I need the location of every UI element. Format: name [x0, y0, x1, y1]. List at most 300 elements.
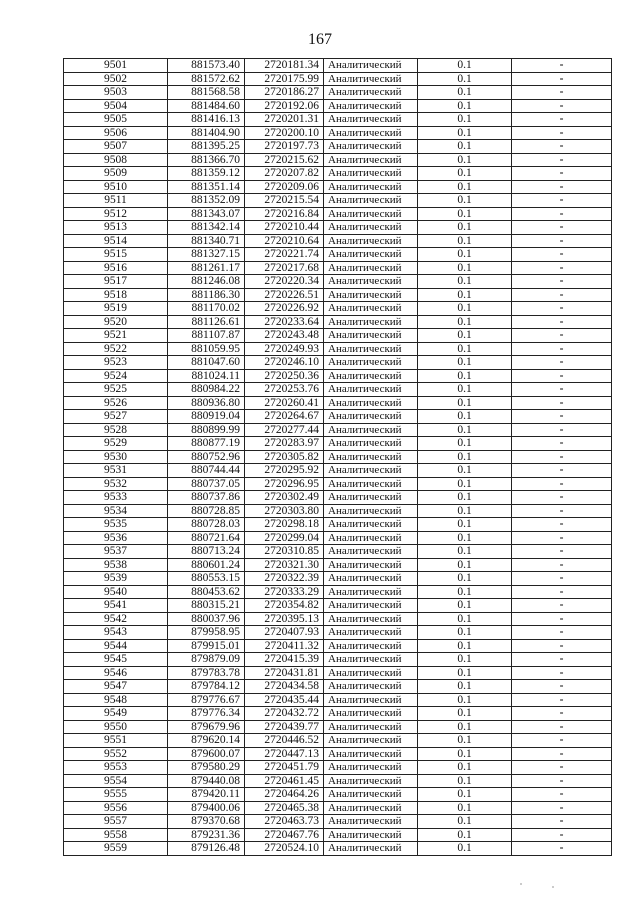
accuracy-cell: 0.1 [418, 275, 512, 289]
x-coordinate-cell: 880713.24 [168, 545, 245, 559]
accuracy-cell: 0.1 [418, 288, 512, 302]
y-coordinate-cell: 2720221.74 [245, 248, 324, 262]
y-coordinate-cell: 2720243.48 [245, 329, 324, 343]
accuracy-cell: 0.1 [418, 234, 512, 248]
table-row [64, 842, 612, 856]
point-number-cell: 9506 [64, 126, 168, 140]
y-coordinate-cell: 2720432.72 [245, 707, 324, 721]
point-number-cell: 9557 [64, 815, 168, 829]
x-coordinate-cell: 879400.06 [168, 801, 245, 815]
method-cell: Аналитический [324, 653, 418, 667]
x-coordinate-cell: 881107.87 [168, 329, 245, 343]
x-coordinate-cell: 880984.22 [168, 383, 245, 397]
x-coordinate-cell: 881404.90 [168, 126, 245, 140]
method-cell: Аналитический [324, 572, 418, 586]
y-coordinate-cell: 2720226.92 [245, 302, 324, 316]
y-coordinate-cell: 2720233.64 [245, 315, 324, 329]
method-cell: Аналитический [324, 531, 418, 545]
y-coordinate-cell: 2720439.77 [245, 720, 324, 734]
x-coordinate-cell: 881261.17 [168, 261, 245, 275]
y-coordinate-cell: 2720305.82 [245, 450, 324, 464]
accuracy-cell: 0.1 [418, 842, 512, 856]
table-row [64, 680, 612, 694]
note-cell: - [512, 734, 612, 748]
note-cell: - [512, 477, 612, 491]
method-cell: Аналитический [324, 518, 418, 532]
accuracy-cell: 0.1 [418, 707, 512, 721]
method-cell: Аналитический [324, 734, 418, 748]
point-number-cell: 9548 [64, 693, 168, 707]
note-cell: - [512, 437, 612, 451]
point-number-cell: 9514 [64, 234, 168, 248]
x-coordinate-cell: 880453.62 [168, 585, 245, 599]
x-coordinate-cell: 881246.08 [168, 275, 245, 289]
point-number-cell: 9510 [64, 180, 168, 194]
accuracy-cell: 0.1 [418, 531, 512, 545]
method-cell: Аналитический [324, 464, 418, 478]
y-coordinate-cell: 2720253.76 [245, 383, 324, 397]
table-row [64, 59, 612, 73]
note-cell: - [512, 693, 612, 707]
note-cell: - [512, 59, 612, 73]
note-cell: - [512, 828, 612, 842]
x-coordinate-cell: 880744.44 [168, 464, 245, 478]
x-coordinate-cell: 881351.14 [168, 180, 245, 194]
point-number-cell: 9517 [64, 275, 168, 289]
x-coordinate-cell: 879879.09 [168, 653, 245, 667]
table-row [64, 72, 612, 86]
accuracy-cell: 0.1 [418, 113, 512, 127]
method-cell: Аналитический [324, 707, 418, 721]
x-coordinate-cell: 879370.68 [168, 815, 245, 829]
accuracy-cell: 0.1 [418, 356, 512, 370]
method-cell: Аналитический [324, 410, 418, 424]
note-cell: - [512, 369, 612, 383]
x-coordinate-cell: 880728.03 [168, 518, 245, 532]
table-row [64, 612, 612, 626]
y-coordinate-cell: 2720216.84 [245, 207, 324, 221]
method-cell: Аналитический [324, 126, 418, 140]
y-coordinate-cell: 2720210.44 [245, 221, 324, 235]
accuracy-cell: 0.1 [418, 477, 512, 491]
point-number-cell: 9555 [64, 788, 168, 802]
table-row [64, 491, 612, 505]
x-coordinate-cell: 881572.62 [168, 72, 245, 86]
table-row [64, 99, 612, 113]
note-cell: - [512, 126, 612, 140]
note-cell: - [512, 396, 612, 410]
accuracy-cell: 0.1 [418, 140, 512, 154]
note-cell: - [512, 410, 612, 424]
table-row [64, 828, 612, 842]
method-cell: Аналитический [324, 612, 418, 626]
accuracy-cell: 0.1 [418, 302, 512, 316]
point-number-cell: 9541 [64, 599, 168, 613]
accuracy-cell: 0.1 [418, 572, 512, 586]
table-row [64, 815, 612, 829]
point-number-cell: 9502 [64, 72, 168, 86]
table-row [64, 180, 612, 194]
x-coordinate-cell: 880728.85 [168, 504, 245, 518]
x-coordinate-cell: 881484.60 [168, 99, 245, 113]
x-coordinate-cell: 881059.95 [168, 342, 245, 356]
x-coordinate-cell: 881352.09 [168, 194, 245, 208]
accuracy-cell: 0.1 [418, 126, 512, 140]
x-coordinate-cell: 881342.14 [168, 221, 245, 235]
method-cell: Аналитический [324, 207, 418, 221]
x-coordinate-cell: 879783.78 [168, 666, 245, 680]
x-coordinate-cell: 880553.15 [168, 572, 245, 586]
method-cell: Аналитический [324, 423, 418, 437]
y-coordinate-cell: 2720524.10 [245, 842, 324, 856]
method-cell: Аналитический [324, 666, 418, 680]
point-number-cell: 9507 [64, 140, 168, 154]
x-coordinate-cell: 880936.80 [168, 396, 245, 410]
x-coordinate-cell: 879600.07 [168, 747, 245, 761]
method-cell: Аналитический [324, 801, 418, 815]
accuracy-cell: 0.1 [418, 383, 512, 397]
method-cell: Аналитический [324, 842, 418, 856]
x-coordinate-cell: 880737.05 [168, 477, 245, 491]
accuracy-cell: 0.1 [418, 801, 512, 815]
note-cell: - [512, 315, 612, 329]
note-cell: - [512, 464, 612, 478]
point-number-cell: 9530 [64, 450, 168, 464]
accuracy-cell: 0.1 [418, 207, 512, 221]
note-cell: - [512, 302, 612, 316]
table-row [64, 558, 612, 572]
accuracy-cell: 0.1 [418, 774, 512, 788]
table-row [64, 720, 612, 734]
note-cell: - [512, 531, 612, 545]
x-coordinate-cell: 881024.11 [168, 369, 245, 383]
x-coordinate-cell: 880601.24 [168, 558, 245, 572]
table-row [64, 315, 612, 329]
scan-speck [552, 886, 554, 888]
y-coordinate-cell: 2720210.64 [245, 234, 324, 248]
accuracy-cell: 0.1 [418, 464, 512, 478]
point-number-cell: 9519 [64, 302, 168, 316]
table-row [64, 653, 612, 667]
accuracy-cell: 0.1 [418, 720, 512, 734]
page-number: 167 [308, 31, 332, 48]
accuracy-cell: 0.1 [418, 194, 512, 208]
point-number-cell: 9516 [64, 261, 168, 275]
method-cell: Аналитический [324, 72, 418, 86]
accuracy-cell: 0.1 [418, 639, 512, 653]
accuracy-cell: 0.1 [418, 99, 512, 113]
point-number-cell: 9539 [64, 572, 168, 586]
accuracy-cell: 0.1 [418, 828, 512, 842]
point-number-cell: 9558 [64, 828, 168, 842]
point-number-cell: 9512 [64, 207, 168, 221]
y-coordinate-cell: 2720220.34 [245, 275, 324, 289]
y-coordinate-cell: 2720226.51 [245, 288, 324, 302]
note-cell: - [512, 666, 612, 680]
method-cell: Аналитический [324, 342, 418, 356]
note-cell: - [512, 639, 612, 653]
method-cell: Аналитический [324, 477, 418, 491]
table-row [64, 342, 612, 356]
accuracy-cell: 0.1 [418, 72, 512, 86]
y-coordinate-cell: 2720181.34 [245, 59, 324, 73]
method-cell: Аналитический [324, 194, 418, 208]
accuracy-cell: 0.1 [418, 437, 512, 451]
y-coordinate-cell: 2720435.44 [245, 693, 324, 707]
point-number-cell: 9553 [64, 761, 168, 775]
table-row [64, 86, 612, 100]
point-number-cell: 9504 [64, 99, 168, 113]
y-coordinate-cell: 2720207.82 [245, 167, 324, 181]
x-coordinate-cell: 880315.21 [168, 599, 245, 613]
x-coordinate-cell: 879126.48 [168, 842, 245, 856]
accuracy-cell: 0.1 [418, 585, 512, 599]
accuracy-cell: 0.1 [418, 761, 512, 775]
point-number-cell: 9527 [64, 410, 168, 424]
y-coordinate-cell: 2720303.80 [245, 504, 324, 518]
coordinates-table [63, 58, 612, 856]
table-row [64, 518, 612, 532]
x-coordinate-cell: 881416.13 [168, 113, 245, 127]
method-cell: Аналитический [324, 221, 418, 235]
method-cell: Аналитический [324, 99, 418, 113]
x-coordinate-cell: 879915.01 [168, 639, 245, 653]
y-coordinate-cell: 2720321.30 [245, 558, 324, 572]
table-row [64, 261, 612, 275]
x-coordinate-cell: 880752.96 [168, 450, 245, 464]
point-number-cell: 9505 [64, 113, 168, 127]
point-number-cell: 9550 [64, 720, 168, 734]
method-cell: Аналитический [324, 86, 418, 100]
y-coordinate-cell: 2720447.13 [245, 747, 324, 761]
note-cell: - [512, 248, 612, 262]
x-coordinate-cell: 879776.34 [168, 707, 245, 721]
method-cell: Аналитический [324, 774, 418, 788]
note-cell: - [512, 234, 612, 248]
method-cell: Аналитический [324, 680, 418, 694]
y-coordinate-cell: 2720461.45 [245, 774, 324, 788]
method-cell: Аналитический [324, 140, 418, 154]
table-row [64, 356, 612, 370]
x-coordinate-cell: 881186.30 [168, 288, 245, 302]
x-coordinate-cell: 879958.95 [168, 626, 245, 640]
table-row [64, 396, 612, 410]
accuracy-cell: 0.1 [418, 248, 512, 262]
y-coordinate-cell: 2720186.27 [245, 86, 324, 100]
note-cell: - [512, 815, 612, 829]
note-cell: - [512, 207, 612, 221]
x-coordinate-cell: 881395.25 [168, 140, 245, 154]
point-number-cell: 9549 [64, 707, 168, 721]
accuracy-cell: 0.1 [418, 491, 512, 505]
table-row [64, 410, 612, 424]
point-number-cell: 9503 [64, 86, 168, 100]
table-body [64, 59, 612, 856]
method-cell: Аналитический [324, 167, 418, 181]
note-cell: - [512, 545, 612, 559]
accuracy-cell: 0.1 [418, 261, 512, 275]
accuracy-cell: 0.1 [418, 221, 512, 235]
y-coordinate-cell: 2720209.06 [245, 180, 324, 194]
table-row [64, 504, 612, 518]
y-coordinate-cell: 2720333.29 [245, 585, 324, 599]
accuracy-cell: 0.1 [418, 369, 512, 383]
accuracy-cell: 0.1 [418, 666, 512, 680]
note-cell: - [512, 194, 612, 208]
method-cell: Аналитический [324, 383, 418, 397]
y-coordinate-cell: 2720299.04 [245, 531, 324, 545]
method-cell: Аналитический [324, 828, 418, 842]
table-row [64, 707, 612, 721]
y-coordinate-cell: 2720277.44 [245, 423, 324, 437]
table-row [64, 194, 612, 208]
y-coordinate-cell: 2720298.18 [245, 518, 324, 532]
point-number-cell: 9552 [64, 747, 168, 761]
method-cell: Аналитический [324, 815, 418, 829]
y-coordinate-cell: 2720446.52 [245, 734, 324, 748]
y-coordinate-cell: 2720215.62 [245, 153, 324, 167]
table-row [64, 423, 612, 437]
table-row [64, 248, 612, 262]
method-cell: Аналитический [324, 545, 418, 559]
y-coordinate-cell: 2720200.10 [245, 126, 324, 140]
point-number-cell: 9525 [64, 383, 168, 397]
accuracy-cell: 0.1 [418, 518, 512, 532]
note-cell: - [512, 450, 612, 464]
x-coordinate-cell: 881343.07 [168, 207, 245, 221]
y-coordinate-cell: 2720250.36 [245, 369, 324, 383]
accuracy-cell: 0.1 [418, 545, 512, 559]
method-cell: Аналитический [324, 113, 418, 127]
x-coordinate-cell: 879440.08 [168, 774, 245, 788]
point-number-cell: 9544 [64, 639, 168, 653]
note-cell: - [512, 342, 612, 356]
table-row [64, 383, 612, 397]
note-cell: - [512, 167, 612, 181]
method-cell: Аналитический [324, 504, 418, 518]
method-cell: Аналитический [324, 302, 418, 316]
note-cell: - [512, 288, 612, 302]
note-cell: - [512, 572, 612, 586]
accuracy-cell: 0.1 [418, 396, 512, 410]
method-cell: Аналитический [324, 599, 418, 613]
note-cell: - [512, 140, 612, 154]
note-cell: - [512, 356, 612, 370]
point-number-cell: 9501 [64, 59, 168, 73]
accuracy-cell: 0.1 [418, 450, 512, 464]
method-cell: Аналитический [324, 693, 418, 707]
x-coordinate-cell: 879776.67 [168, 693, 245, 707]
y-coordinate-cell: 2720395.13 [245, 612, 324, 626]
note-cell: - [512, 599, 612, 613]
point-number-cell: 9546 [64, 666, 168, 680]
note-cell: - [512, 653, 612, 667]
table-row [64, 572, 612, 586]
accuracy-cell: 0.1 [418, 59, 512, 73]
y-coordinate-cell: 2720175.99 [245, 72, 324, 86]
table-row [64, 585, 612, 599]
point-number-cell: 9526 [64, 396, 168, 410]
table-row [64, 545, 612, 559]
table-row [64, 126, 612, 140]
method-cell: Аналитический [324, 356, 418, 370]
point-number-cell: 9559 [64, 842, 168, 856]
table-row [64, 761, 612, 775]
point-number-cell: 9522 [64, 342, 168, 356]
x-coordinate-cell: 880737.86 [168, 491, 245, 505]
table-row [64, 734, 612, 748]
y-coordinate-cell: 2720467.76 [245, 828, 324, 842]
y-coordinate-cell: 2720451.79 [245, 761, 324, 775]
x-coordinate-cell: 880899.99 [168, 423, 245, 437]
point-number-cell: 9536 [64, 531, 168, 545]
x-coordinate-cell: 881126.61 [168, 315, 245, 329]
point-number-cell: 9528 [64, 423, 168, 437]
note-cell: - [512, 761, 612, 775]
table-row [64, 167, 612, 181]
accuracy-cell: 0.1 [418, 626, 512, 640]
y-coordinate-cell: 2720322.39 [245, 572, 324, 586]
y-coordinate-cell: 2720217.68 [245, 261, 324, 275]
point-number-cell: 9529 [64, 437, 168, 451]
x-coordinate-cell: 881327.15 [168, 248, 245, 262]
accuracy-cell: 0.1 [418, 504, 512, 518]
table-row [64, 599, 612, 613]
x-coordinate-cell: 879231.36 [168, 828, 245, 842]
x-coordinate-cell: 881170.02 [168, 302, 245, 316]
method-cell: Аналитический [324, 747, 418, 761]
note-cell: - [512, 558, 612, 572]
method-cell: Аналитический [324, 558, 418, 572]
note-cell: - [512, 72, 612, 86]
method-cell: Аналитический [324, 369, 418, 383]
y-coordinate-cell: 2720192.06 [245, 99, 324, 113]
point-number-cell: 9551 [64, 734, 168, 748]
y-coordinate-cell: 2720464.26 [245, 788, 324, 802]
method-cell: Аналитический [324, 329, 418, 343]
method-cell: Аналитический [324, 315, 418, 329]
note-cell: - [512, 86, 612, 100]
table-row [64, 153, 612, 167]
y-coordinate-cell: 2720264.67 [245, 410, 324, 424]
x-coordinate-cell: 880919.04 [168, 410, 245, 424]
method-cell: Аналитический [324, 720, 418, 734]
accuracy-cell: 0.1 [418, 788, 512, 802]
table-row [64, 234, 612, 248]
accuracy-cell: 0.1 [418, 747, 512, 761]
x-coordinate-cell: 880877.19 [168, 437, 245, 451]
accuracy-cell: 0.1 [418, 423, 512, 437]
y-coordinate-cell: 2720201.31 [245, 113, 324, 127]
table-row [64, 693, 612, 707]
accuracy-cell: 0.1 [418, 653, 512, 667]
x-coordinate-cell: 881573.40 [168, 59, 245, 73]
note-cell: - [512, 801, 612, 815]
point-number-cell: 9518 [64, 288, 168, 302]
y-coordinate-cell: 2720463.73 [245, 815, 324, 829]
point-number-cell: 9511 [64, 194, 168, 208]
table-row [64, 302, 612, 316]
accuracy-cell: 0.1 [418, 153, 512, 167]
accuracy-cell: 0.1 [418, 167, 512, 181]
y-coordinate-cell: 2720295.92 [245, 464, 324, 478]
table-row [64, 275, 612, 289]
method-cell: Аналитический [324, 248, 418, 262]
note-cell: - [512, 612, 612, 626]
coordinates-table-container [63, 58, 611, 856]
y-coordinate-cell: 2720260.41 [245, 396, 324, 410]
point-number-cell: 9531 [64, 464, 168, 478]
